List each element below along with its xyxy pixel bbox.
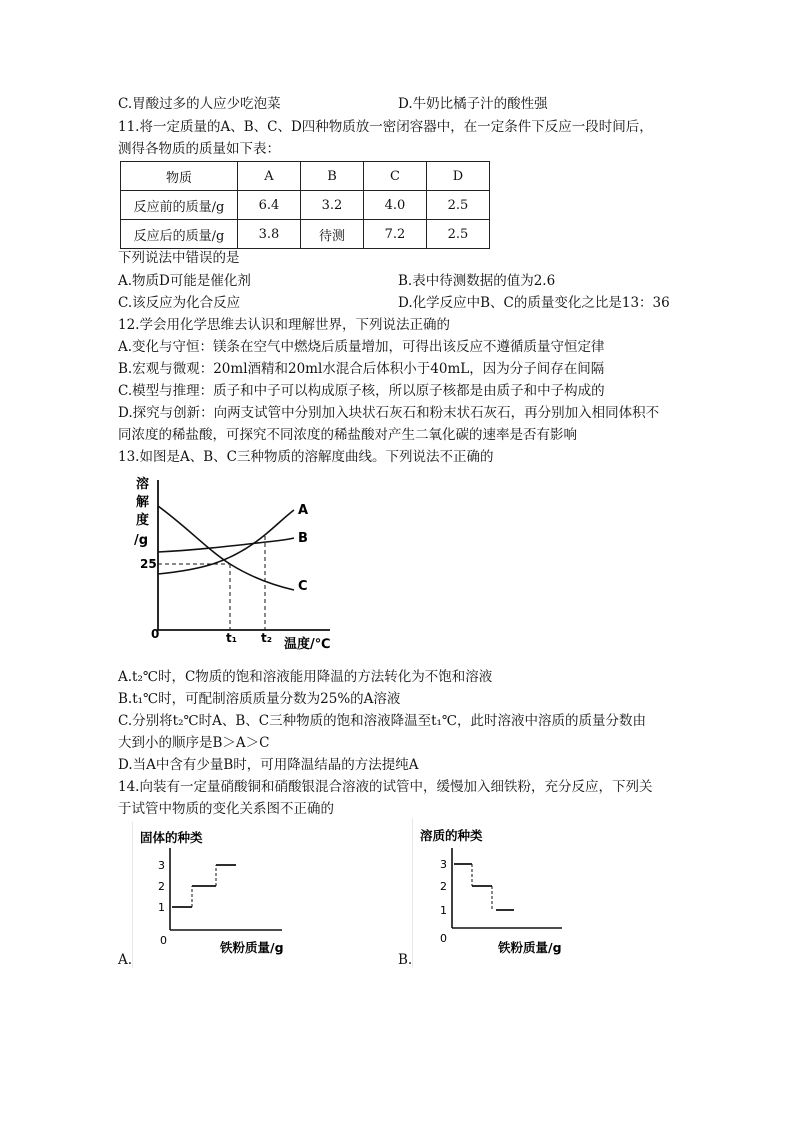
curve-label-c: C [298, 579, 308, 594]
solubility-curve-figure [118, 466, 358, 658]
table-row [121, 220, 490, 249]
q14-option-b-label: B. [398, 952, 413, 968]
q14-option-a-label: A. [118, 952, 133, 968]
q11-mass-table [120, 161, 490, 249]
q11-prompt: 下列说法中错误的是 [118, 250, 240, 266]
origin-label: 0 [440, 932, 447, 945]
q12-option-d-line1: D.探究与创新：向两支试管中分别加入块状石灰石和粉末状石灰石，再分别加入相同体积不 [118, 405, 660, 421]
table-header-row [121, 162, 490, 191]
table-cell: 3.8 [238, 220, 301, 249]
x-axis-label: 温度/℃ [284, 637, 331, 652]
q12-option-d-line2: 同浓度的稀盐酸，可探究不同浓度的稀盐酸对产生二氧化碳的速率是否有影响 [118, 427, 577, 443]
table-cell: 2.5 [427, 191, 490, 220]
q13-option-c-line2: 大到小的顺序是B＞A＞C [118, 735, 270, 751]
q13-option-a: A.t₂℃时，C物质的饱和溶液能用降温的方法转化为不饱和溶液 [118, 669, 493, 685]
table-cell: 4.0 [364, 191, 427, 220]
q13-option-d: D.当A中含有少量B时，可用降温结晶的方法提纯A [118, 757, 419, 773]
curve-a [158, 510, 294, 574]
y-axis-label-char: /g [134, 533, 149, 548]
y-tick-1: 1 [440, 904, 447, 917]
y-tick-25: 25 [140, 557, 157, 571]
q12-option-c: C.模型与推理：质子和中子可以构成原子核，所以原子核都是由质子和中子构成的 [118, 383, 605, 399]
y-axis-label-char: 度 [136, 513, 150, 528]
q11-option-d: D.化学反应中B、C的质量变化之比是13：36 [398, 295, 670, 311]
x-tick-t1: t₁ [226, 631, 237, 645]
q11-stem-line1: 11.将一定质量的A、B、C、D四种物质放一密闭容器中，在一定条件下反应一段时间后， [118, 119, 653, 135]
q10-option-c: C.胃酸过多的人应少吃泡菜 [118, 96, 281, 112]
curve-b [158, 538, 294, 552]
table-header-cell: B [301, 162, 364, 191]
x-axis-label: 铁粉质量/g [498, 940, 562, 955]
q12-stem: 12.学会用化学思维去认识和理解世界，下列说法正确的 [118, 317, 450, 333]
table-cell: 2.5 [427, 220, 490, 249]
y-axis-label: 固体的种类 [140, 830, 203, 845]
curve-c [158, 506, 294, 590]
table-header-cell: A [238, 162, 301, 191]
table-header-cell: D [427, 162, 490, 191]
y-tick-2: 2 [158, 880, 165, 893]
q11-option-c: C.该反应为化合反应 [118, 295, 241, 311]
curve-label-a: A [298, 503, 309, 518]
table-header-cell: 物质 [121, 162, 238, 191]
y-tick-1: 1 [158, 901, 165, 914]
x-tick-t2: t₂ [261, 631, 272, 645]
table-cell: 7.2 [364, 220, 427, 249]
q11-stem-line2: 测得各物质的质量如下表： [118, 141, 280, 157]
curve-label-b: B [298, 531, 308, 546]
q13-option-b: B.t₁℃时，可配制溶质质量分数为25%的A溶液 [118, 691, 401, 707]
q13-stem: 13.如图是A、B、C三种物质的溶解度曲线。下列说法不正确的 [118, 449, 494, 465]
y-tick-3: 3 [440, 858, 447, 871]
table-cell: 反应前的质量/g [121, 191, 238, 220]
q12-option-b: B.宏观与微观：20ml酒精和20ml水混合后体积小于40mL，因为分子间存在间隔 [118, 361, 605, 377]
q14-stem-line2: 于试管中物质的变化关系图不正确的 [118, 801, 334, 817]
q13-option-c-line1: C.分别将t₂℃时A、B、C三种物质的饱和溶液降温至t₁℃，此时溶液中溶质的质量分数由 [118, 713, 647, 729]
q11-option-a: A.物质D可能是催化剂 [118, 273, 251, 289]
y-axis-label-char: 解 [136, 495, 150, 510]
y-tick-2: 2 [440, 880, 447, 893]
table-header-cell: C [364, 162, 427, 191]
q14-graph-a [132, 822, 298, 968]
table-row [121, 191, 490, 220]
table-cell: 6.4 [238, 191, 301, 220]
x-axis-label: 铁粉质量/g [220, 940, 284, 955]
q14-stem-line1: 14.向装有一定量硝酸铜和硝酸银混合溶液的试管中，缓慢加入细铁粉，充分反应，下列关 [118, 779, 653, 795]
q10-option-d: D.牛奶比橘子汁的酸性强 [398, 96, 548, 112]
origin-label: 0 [151, 627, 160, 641]
y-axis-label: 溶质的种类 [420, 828, 483, 843]
table-cell: 待测 [301, 220, 364, 249]
origin-label: 0 [160, 934, 167, 947]
q12-option-a: A.变化与守恒：镁条在空气中燃烧后质量增加，可得出该反应不遵循质量守恒定律 [118, 339, 605, 355]
q11-option-b: B.表中待测数据的值为2.6 [398, 273, 556, 289]
y-axis-label-char: 溶 [136, 477, 150, 492]
y-tick-3: 3 [158, 859, 165, 872]
table-cell: 反应后的质量/g [121, 220, 238, 249]
table-cell: 3.2 [301, 191, 364, 220]
q14-graph-b [412, 818, 578, 968]
